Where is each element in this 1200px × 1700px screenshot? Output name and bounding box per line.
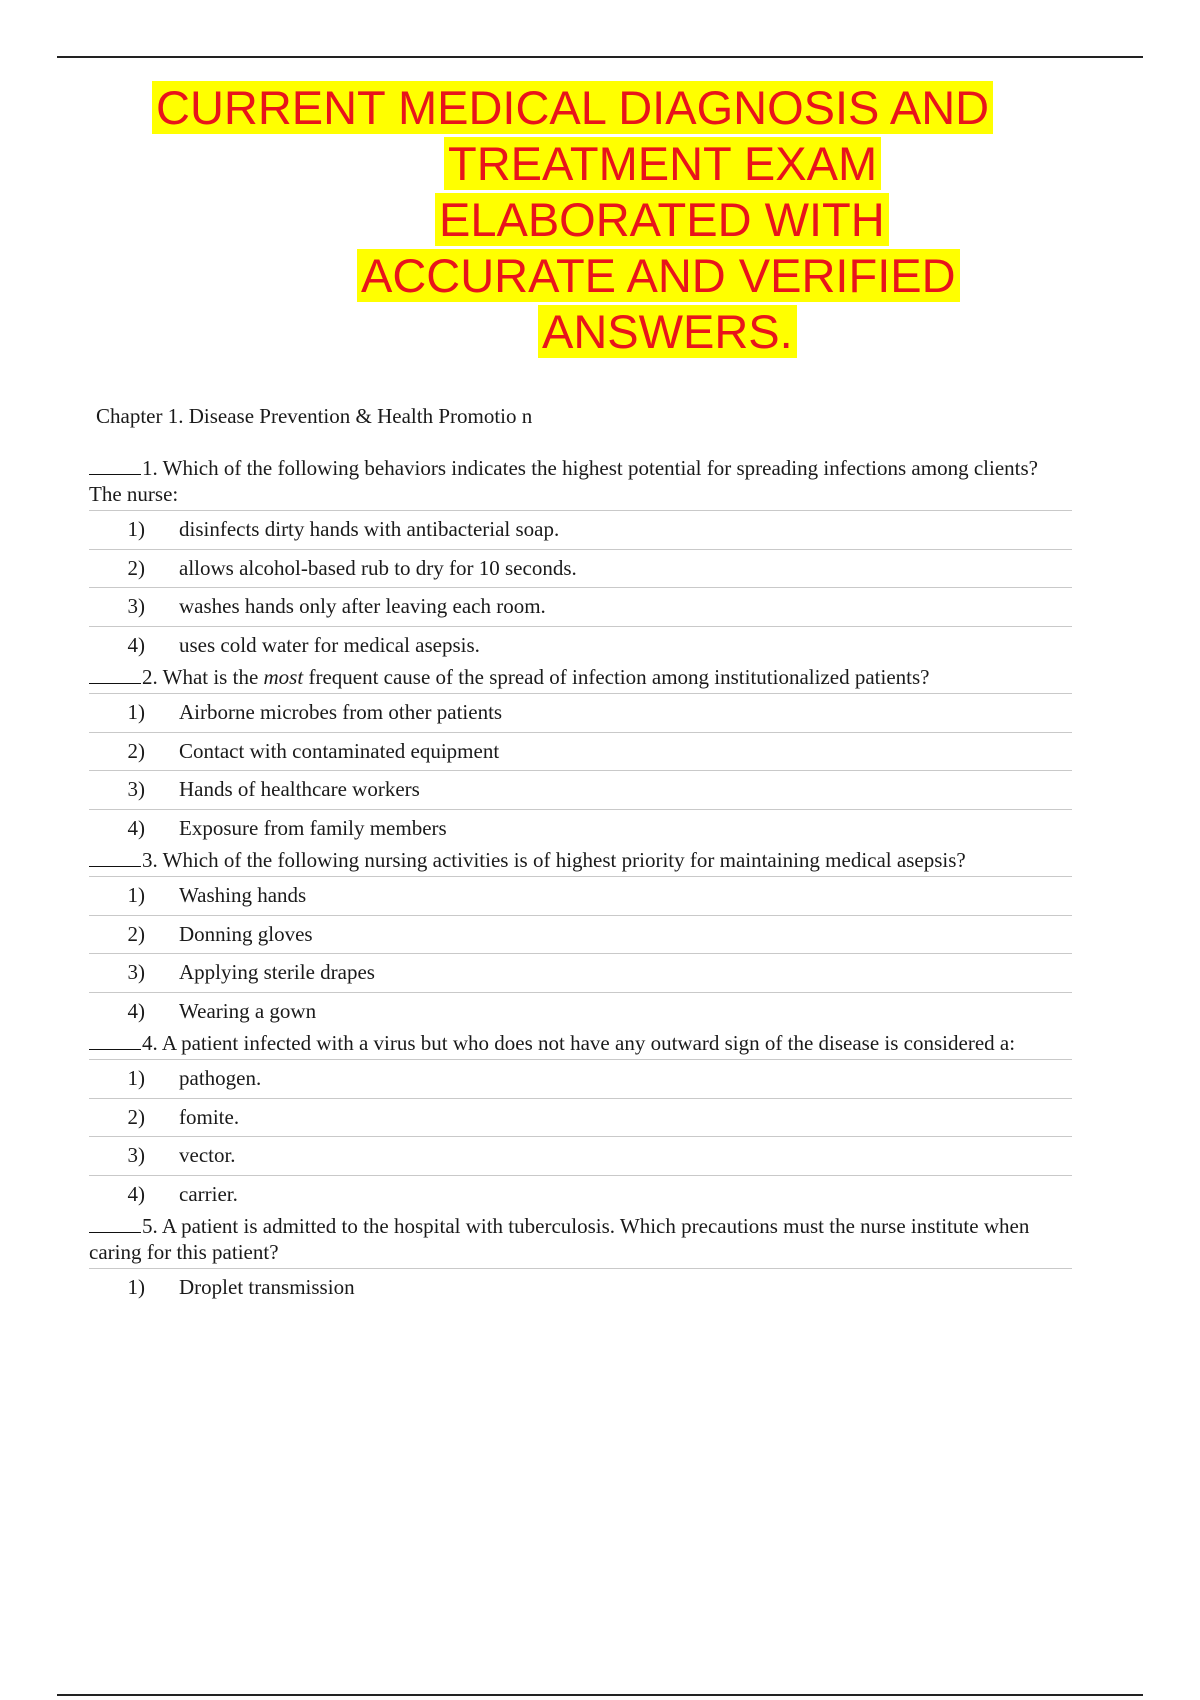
option: 4) Exposure from family members xyxy=(127,815,447,840)
title-line: ELABORATED WITH xyxy=(435,192,889,248)
option: 3) Hands of healthcare workers xyxy=(89,771,1072,810)
option: 4) Wearing a gown xyxy=(127,998,317,1023)
option: 2) fomite. xyxy=(89,1099,1072,1138)
answer-blank xyxy=(89,1216,141,1233)
option: 1) disinfects dirty hands with antibacterial soap. xyxy=(89,511,1072,550)
option: 4) carrier. xyxy=(127,1181,238,1206)
question-4 xyxy=(89,1030,1072,1213)
option: 1) Washing hands xyxy=(89,877,1072,916)
question-text: 4. A patient infected with a virus but who does not have any outward sign of the disease is considered a: xyxy=(89,1030,1072,1060)
option: 1) Droplet transmission xyxy=(127,1275,355,1300)
option: 2) allows alcohol-based rub to dry for 10 seconds. xyxy=(89,550,1072,589)
option: 2) Contact with contaminated equipment xyxy=(89,733,1072,772)
answer-blank xyxy=(89,850,141,867)
title-line: ANSWERS. xyxy=(538,304,797,360)
question-text: 1. Which of the following behaviors indicates the highest potential for spreading infections among clients? The nurse: xyxy=(89,455,1072,511)
option: 3) Applying sterile drapes xyxy=(89,954,1072,993)
option: 3) vector. xyxy=(89,1137,1072,1176)
option: 2) Donning gloves xyxy=(89,916,1072,955)
question-2 xyxy=(89,664,1072,847)
question-text: 5. A patient is admitted to the hospital with tuberculosis. Which precautions must the nurse institute when caring for this patient? xyxy=(89,1213,1072,1269)
title-line: ACCURATE AND VERIFIED xyxy=(357,248,960,304)
question-3 xyxy=(89,847,1072,1030)
bottom-rule xyxy=(57,1694,1143,1696)
option: 1) pathogen. xyxy=(89,1060,1072,1099)
question-text: 2. What is the most frequent cause of the spread of infection among institutionalized patients? xyxy=(89,664,1072,694)
answer-blank xyxy=(89,667,141,684)
option: 4) uses cold water for medical asepsis. xyxy=(127,632,480,657)
question-1 xyxy=(89,455,1072,664)
title-line: TREATMENT EXAM xyxy=(444,136,881,192)
answer-blank xyxy=(89,458,141,475)
top-rule xyxy=(57,56,1143,58)
answer-blank xyxy=(89,1033,141,1050)
question-text: 3. Which of the following nursing activities is of highest priority for maintaining medical asepsis? xyxy=(89,847,1072,877)
option: 3) washes hands only after leaving each room. xyxy=(89,588,1072,627)
title-line: CURRENT MEDICAL DIAGNOSIS AND xyxy=(152,80,993,136)
chapter-heading: Chapter 1. Disease Prevention & Health Promotio n xyxy=(96,404,533,428)
question-list xyxy=(89,455,1072,1307)
question-5 xyxy=(89,1213,1072,1307)
option: 1) Airborne microbes from other patients xyxy=(89,694,1072,733)
